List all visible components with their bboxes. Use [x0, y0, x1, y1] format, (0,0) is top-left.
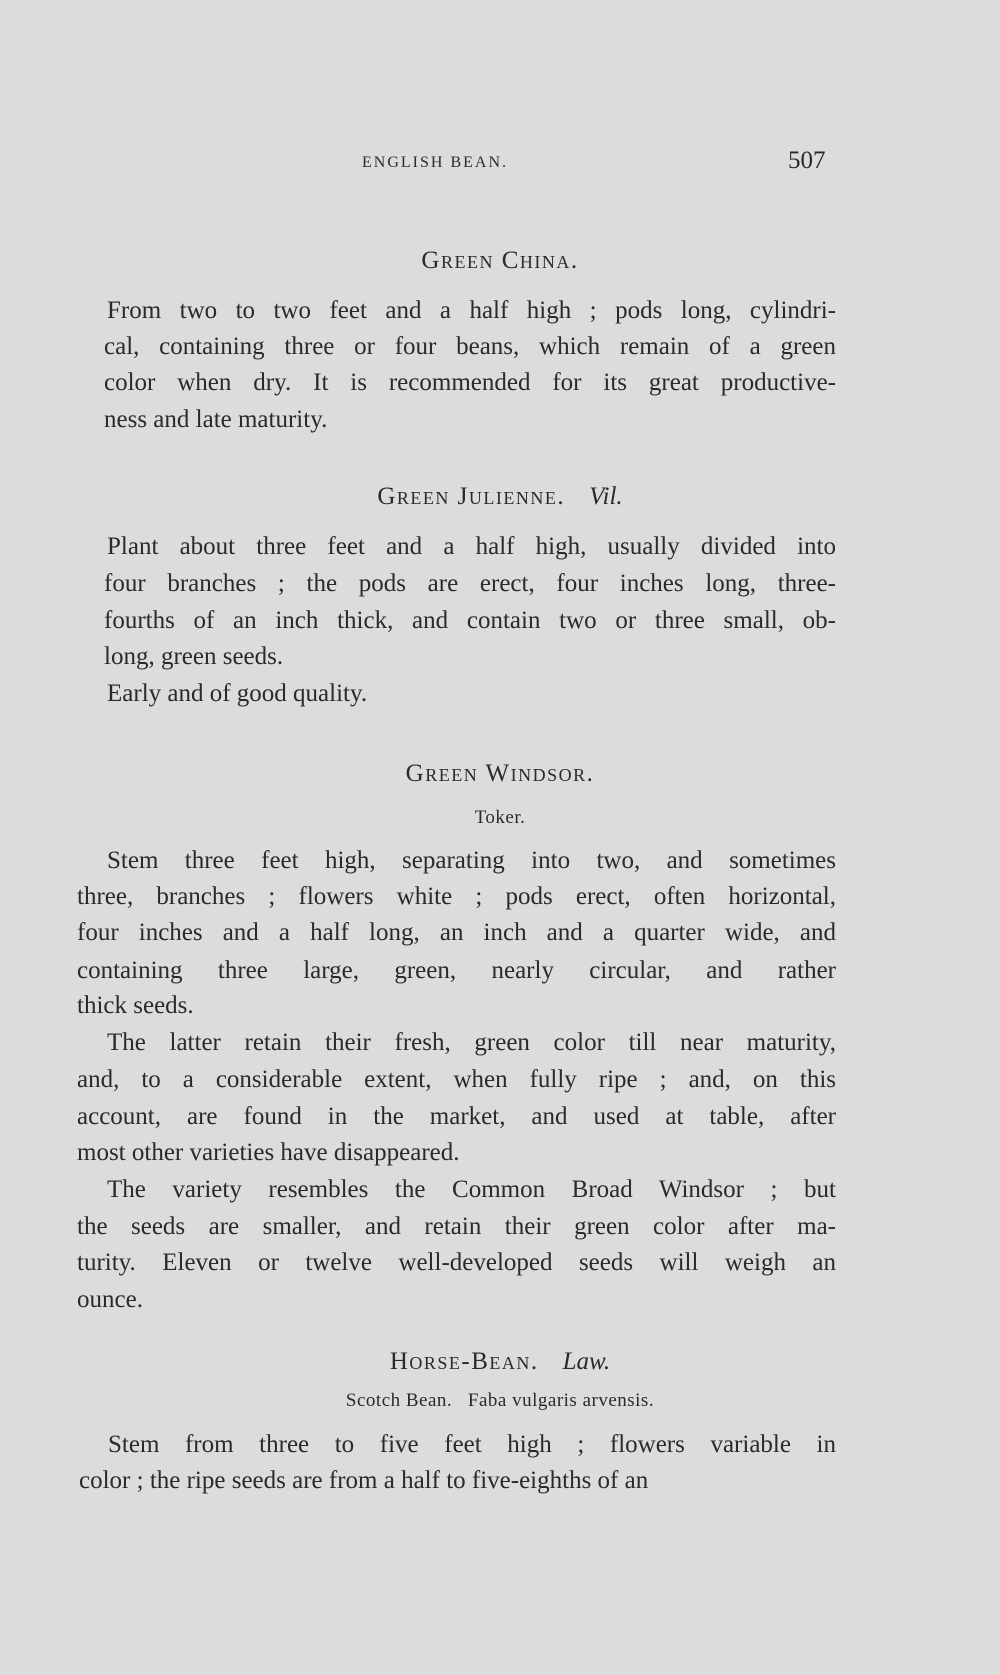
text-line: thick seeds. [77, 992, 194, 1019]
variety-name: Green China. [421, 247, 579, 274]
text-line: Early and of good quality. [107, 680, 368, 707]
variety-name: Green Windsor. [405, 760, 595, 787]
text-line: color when dry. It is recommended for its great productive- [104, 369, 836, 396]
text-line: Plant about three feet and a half high, usually divided into [107, 533, 836, 560]
authority: Vil. [589, 483, 623, 510]
running-title: ENGLISH BEAN. [362, 154, 508, 171]
synonyms: Toker. [474, 807, 526, 828]
text-line: and, to a considerable extent, when fully ripe ; and, on this [77, 1066, 836, 1093]
section-heading [0, 482, 1000, 512]
text-line: three, branches ; flowers white ; pods erect, often horizontal, [77, 883, 836, 910]
text-line: four inches and a half long, an inch and a quarter wide, and [77, 919, 836, 946]
text-line: ounce. [77, 1286, 143, 1313]
text-line: fourths of an inch thick, and contain two or three small, ob- [104, 607, 836, 634]
section-heading [0, 1347, 1000, 1377]
text-line: account, are found in the market, and used at table, after [77, 1103, 836, 1130]
page-number: 507 [788, 147, 826, 174]
text-line: cal, containing three or four beans, which remain of a green [104, 333, 836, 360]
section-heading [0, 246, 1000, 276]
text-line: most other varieties have disappeared. [77, 1139, 460, 1166]
variety-name: Horse-Bean. [389, 1348, 539, 1375]
text-line: The variety resembles the Common Broad Windsor ; but [107, 1176, 836, 1203]
text-line: four branches ; the pods are erect, four inches long, three- [104, 570, 836, 597]
text-line: containing three large, green, nearly circular, and rather [77, 957, 836, 984]
text-line: The latter retain their fresh, green color till near maturity, [107, 1029, 836, 1056]
authority: Law. [562, 1348, 611, 1375]
text-line: the seeds are smaller, and retain their green color after ma- [77, 1213, 836, 1240]
text-line: ness and late maturity. [104, 406, 328, 433]
text-line: From two to two feet and a half high ; pods long, cylindri- [107, 297, 836, 324]
synonyms: Scotch Bean. Faba vulgaris arvensis. [345, 1390, 655, 1411]
section-heading [0, 759, 1000, 789]
text-line: long, green seeds. [104, 643, 284, 670]
text-line: Stem three feet high, separating into two, and sometimes [107, 847, 836, 874]
text-line: turity. Eleven or twelve well-developed seeds will weigh an [77, 1249, 836, 1276]
text-line: color ; the ripe seeds are from a half to five-eighths of an [79, 1467, 649, 1494]
variety-name: Green Julienne. [377, 483, 566, 510]
text-line: Stem from three to five feet high ; flowers variable in [108, 1431, 836, 1458]
